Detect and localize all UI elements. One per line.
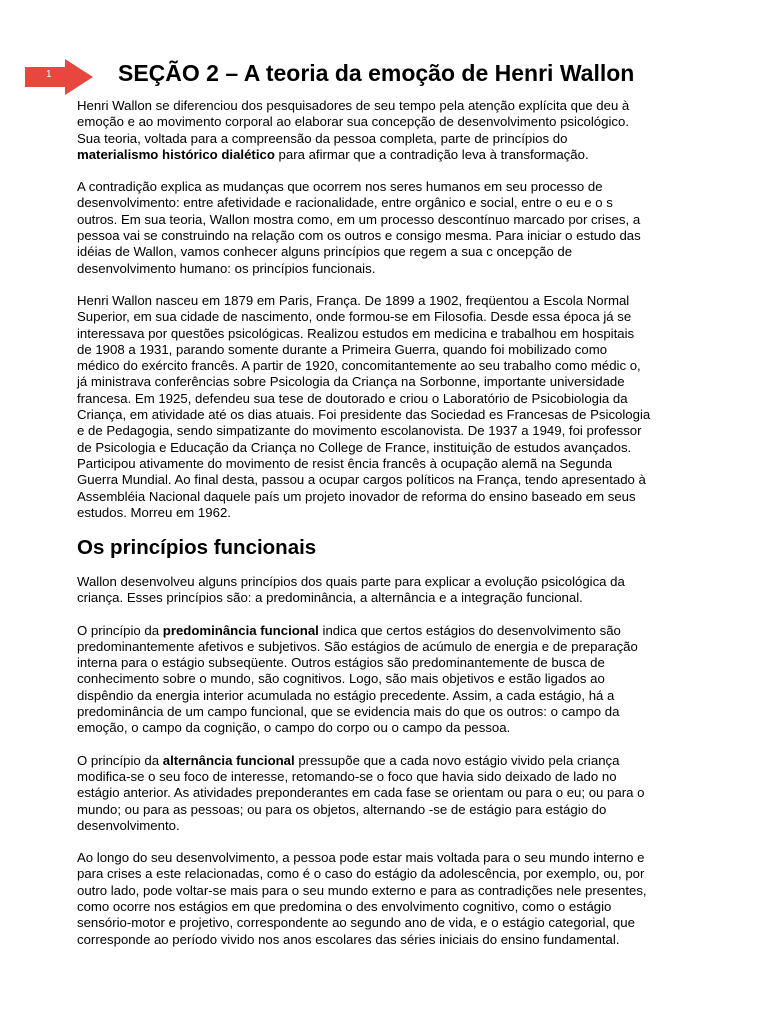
text-line: corresponde ao período vivido nos anos escolares das séries iniciais do ensino fundamental. [77,931,620,947]
text-line: interessava por questões psicológicas. Realizou estudos em medicina e trabalhou em hospitais [77,325,635,341]
paragraph-predominance [77,623,692,737]
text-line: desenvolvimento humano: os princípios funcionais. [77,260,376,276]
text-line: Participou ativamente do movimento de resist ência francês à ocupação alemã na Segunda [77,455,613,471]
text-line: como ocorre nos estágios em que predomina o des envolvimento cognitivo, como o estágio [77,899,612,915]
text-fragment: pressupõe que a cada novo estágio vivido pela criança [294,752,620,768]
text-line: sensório-motor e projetivo, correspondente ao segundo ano de vida, e o estágio categorial, que [77,915,635,931]
text-line: outros. Em sua teoria, Wallon mostra como, em um processo descontínuo marcado por crises, a [77,211,641,227]
text-line: médico do exército francês. A partir de 1920, concomitantemente ao seu trabalho como médic o, [77,358,641,374]
paragraph-principles-intro [77,574,692,607]
text-line: Guerra Mundial. Ao final desta, passou a ocupar cargos políticos na França, tendo apresentado à [77,472,646,488]
text-line [77,623,692,639]
text-fragment: indica que certos estágios do desenvolvimento são [318,622,621,638]
text-line: pessoa vai se construindo na relação com os outros e consigo mesma. Para iniciar o estudo das [77,228,641,244]
text-line: e de Pedagogia, sendo simpatizante do movimento escolanovista. De 1937 a 1949, foi professor [77,423,642,439]
page-number-arrow [25,59,93,95]
text-line: Ao longo do seu desenvolvimento, a pessoa pode estar mais voltada para o seu mundo interno e [77,850,645,866]
text-line: predominantemente afetivos e subjetivos. São estágios de acúmulo de energia e de preparação [77,638,638,654]
text-line: Henri Wallon nasceu em 1879 em Paris, França. De 1899 a 1902, freqüentou a Escola Normal [77,292,630,308]
text-line: francesa. Em 1925, defendeu sua tese de doutorado e criou o Laboratório de Psicobiologia da [77,390,628,406]
text-line: interna para o estágio subseqüente. Outros estágios são predominantemente de busca de [77,655,605,671]
section-title: SEÇÃO 2 – A teoria da emoção de Henri Wallon [118,60,635,86]
paragraph-alternation [77,753,692,834]
paragraph-contradiction [77,179,692,277]
text-line: modifica-se o seu foco de interesse, retomando-se o foco que havia sido deixado de lado no [77,768,617,784]
intro-paragraph [77,98,692,163]
paragraph-biography [77,293,692,521]
text-line: de 1908 a 1931, parando somente durante a Primeira Guerra, quando foi mobilizado como [77,341,608,357]
text-fragment: O princípio da [77,622,163,638]
text-line: idéias de Wallon, vamos conhecer alguns princípios que regem a sua c oncepção de [77,244,573,260]
text-fragment: O princípio da [77,752,163,768]
text-line: outro lado, pode voltar-se mais para o seu mundo externo e para as contradições nele presentes, [77,882,647,898]
document-body-top [77,98,692,521]
bold-term: materialismo histórico dialético [77,146,275,162]
arrow-shape [25,59,93,95]
text-line: desenvolvimento: entre afetividade e racionalidade, entre orgânico e social, entre o eu e o s [77,195,613,211]
text-line: conhecimento sobre o mundo, são cognitivos. Logo, são mais objetivos e estão ligados ao [77,671,605,687]
text-line: criança. Esses princípios são: a predominância, a alternância e a integração funcional. [77,590,583,606]
text-line: Sua teoria, voltada para a compreensão da pessoa completa, parte de princípios do [77,130,568,146]
text-line: desenvolvimento. [77,817,180,833]
text-line: dispêndio da energia interior acumulada no estágio precedente. Assim, a cada estágio, há a [77,687,615,703]
text-line: Assembléia Nacional daquele país um projeto inovador de reforma do ensino baseado em seus [77,488,636,504]
text-fragment: para afirmar que a contradição leva à transformação. [274,146,589,162]
paragraph-development [77,850,692,948]
text-line: estudos. Morreu em 1962. [77,504,231,520]
subheading-principles: Os princípios funcionais [77,536,317,559]
text-line: Criança, em atividade até os dias atuais. Foi presidente das Sociedad es Francesas de Psicologia [77,407,651,423]
page-number: 1 [46,69,52,80]
text-line: Henri Wallon se diferenciou dos pesquisadores de seu tempo pela atenção explícita que deu à [77,98,630,113]
text-line: de Psicologia e Educação da Criança no College de France, instituição de estudos avançados. [77,439,632,455]
text-line: já ministrava conferências sobre Psicologia da Criança na Sorbonne, importante universidade [77,374,625,390]
document-body-bottom [77,574,692,948]
text-line: para crises a este relacionadas, como é o caso do estágio da adolescência, por exemplo, ou, por [77,866,645,882]
text-line [77,147,692,163]
text-line: mundo; ou para as pessoas; ou para os objetos, alternando -se de estágio para estágio do [77,801,607,817]
text-line [77,753,692,769]
text-line: emoção, o campo da cognição, o campo do corpo ou o campo da pessoa. [77,720,511,736]
text-line: emoção e ao movimento corporal ao elaborar sua concepção de desenvolvimento psicológico. [77,114,630,130]
text-line: A contradição explica as mudanças que ocorrem nos seres humanos em seu processo de [77,179,603,195]
bold-term: alternância funcional [162,752,295,768]
bold-term: predominância funcional [162,622,319,638]
text-line: predominância de um campo funcional, que se evidencia mais do que os outros: o campo da [77,704,620,720]
text-line: Superior, em sua cidade de nascimento, onde formou-se em Filosofia. Desde essa época já se [77,309,632,325]
text-line: Wallon desenvolveu alguns princípios dos quais parte para explicar a evolução psicológica da [77,574,625,589]
text-line: estágio anterior. As atividades preponderantes em cada fase se orientam ou para o eu; ou para o [77,785,645,801]
